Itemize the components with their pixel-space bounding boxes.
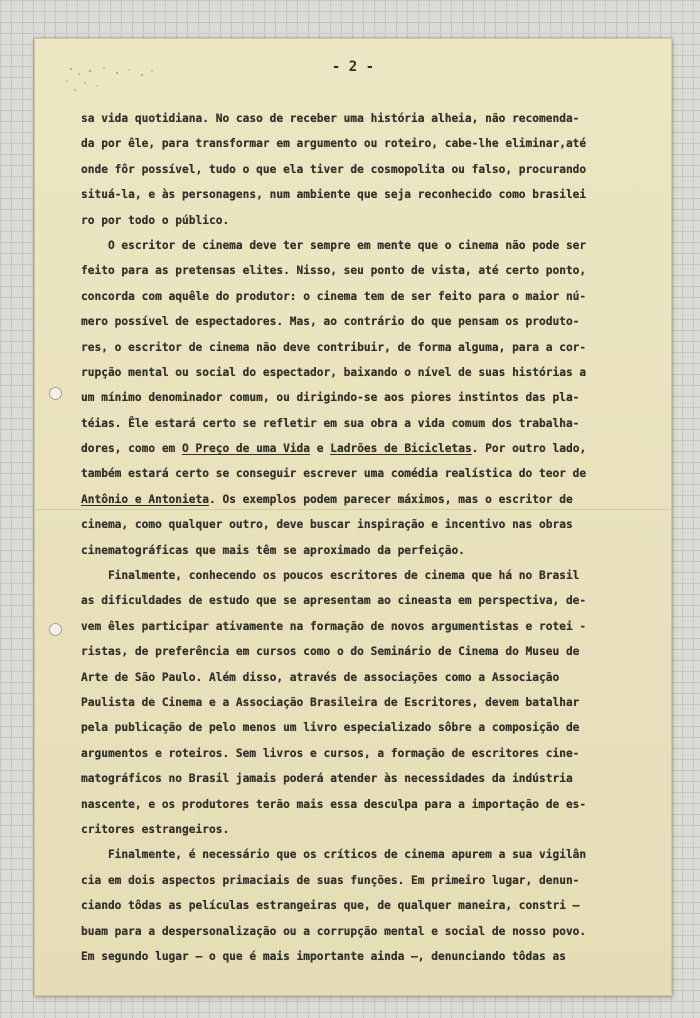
- text-segment: . Por outro lado,: [471, 442, 587, 456]
- text-segment: cinema, como qualquer outro, deve buscar inspiração e incentivo nas obras: [81, 518, 573, 532]
- text-segment: feito para as pretensas elites. Nisso, seu ponto de vista, até certo ponto,: [81, 264, 587, 278]
- text-line: [81, 766, 641, 791]
- text-line: [81, 461, 641, 486]
- document-page: [34, 38, 672, 996]
- text-segment: Finalmente, é necessário que os críticos de cinema apurem a sua vigilân: [81, 848, 587, 862]
- text-segment: Em segundo lugar — o que é mais importante ainda —, denunciando tôdas as: [81, 949, 566, 963]
- text-line: [81, 335, 641, 360]
- text-segment: cia em dois aspectos primaciais de suas funções. Em primeiro lugar, denun-: [81, 873, 580, 887]
- text-segment: também estará certo se conseguir escrever uma comédia realística do teor de: [81, 467, 587, 481]
- text-line: [81, 106, 641, 131]
- text-line: [81, 258, 641, 283]
- text-segment: ciando tôdas as películas estrangeiras que, de qualquer maneira, constri —: [81, 899, 580, 913]
- text-line: [81, 792, 641, 817]
- text-line: [81, 817, 641, 842]
- text-line: [81, 842, 641, 867]
- text-line: [81, 284, 641, 309]
- text-segment: vem êles participar ativamente na formação de novos argumentistas e rotei -: [81, 619, 587, 633]
- page-number: - 2 -: [331, 59, 375, 75]
- text-segment: ro por todo o público.: [81, 213, 230, 227]
- text-segment: nascente, e os produtores terão mais essa desculpa para a importação de es-: [81, 797, 587, 811]
- text-line: [81, 893, 641, 918]
- text-segment: Arte de São Paulo. Além disso, através de associações como a Associação: [81, 670, 560, 684]
- text-line: [81, 411, 641, 436]
- text-line: [81, 182, 641, 207]
- text-segment: e: [310, 442, 331, 456]
- text-segment: sa vida quotidiana. No caso de receber uma história alheia, não recomenda-: [81, 112, 580, 125]
- text-line: [81, 512, 641, 537]
- text-line: [81, 563, 641, 588]
- text-line: [81, 690, 641, 715]
- text-segment: da por êle, para transformar em argumento ou roteiro, cabe-lhe eliminar,até: [81, 137, 587, 151]
- text-segment: ristas, de preferência em cursos como o do Seminário de Cinema do Museu de: [81, 645, 580, 659]
- text-line: [81, 385, 641, 410]
- typewritten-text-body: [81, 106, 641, 969]
- text-line: [81, 919, 641, 944]
- text-segment: mero possível de espectadores. Mas, ao contrário do que pensam os produto-: [81, 315, 580, 329]
- text-segment: cinematográficas que mais têm se aproximado da perfeição.: [81, 543, 465, 557]
- punch-hole-upper: [49, 387, 62, 400]
- underlined-film-title: Ladrões de Bicicletas: [330, 442, 472, 456]
- text-line: [81, 614, 641, 639]
- text-line: [81, 944, 641, 969]
- text-segment: onde fôr possível, tudo o que ela tiver de cosmopolita ou falso, procurando: [81, 162, 587, 176]
- text-line: [81, 309, 641, 334]
- text-segment: Paulista de Cinema e a Associação Brasileira de Escritores, devem batalhar: [81, 695, 580, 709]
- text-segment: buam para a despersonalização ou a corrupção mental e social de nosso povo.: [81, 924, 587, 938]
- punch-hole-lower: [49, 623, 62, 636]
- text-segment: argumentos e roteiros. Sem livros e cursos, a formação de escritores cine-: [81, 746, 580, 760]
- text-segment: pela publicação de pelo menos um livro especializado sôbre a composição de: [81, 721, 580, 735]
- text-line: [81, 157, 641, 182]
- text-line: [81, 233, 641, 258]
- text-line: [81, 588, 641, 613]
- text-segment: concorda com aquêle do produtor: o cinema tem de ser feito para o maior nú-: [81, 289, 587, 303]
- text-line: [81, 868, 641, 893]
- text-segment: as dificuldades de estudo que se apresentam ao cineasta em perspectiva, de-: [81, 594, 587, 608]
- underlined-film-title: O Preço de uma Vida: [182, 442, 311, 456]
- text-segment: matográficos no Brasil jamais poderá atender às necessidades da indústria: [81, 772, 573, 786]
- text-segment: téias. Êle estará certo se refletir em sua obra a vida comum dos trabalha-: [81, 416, 580, 430]
- text-line: [81, 487, 641, 512]
- text-segment: um mínimo denominador comum, ou dirigindo-se aos piores instintos das pla-: [81, 391, 580, 405]
- text-segment: critores estrangeiros.: [81, 822, 230, 836]
- text-line: [81, 131, 641, 156]
- text-line: [81, 639, 641, 664]
- text-segment: res, o escritor de cinema não deve contribuir, de forma alguma, para a cor-: [81, 340, 587, 354]
- text-line: [81, 436, 641, 461]
- text-line: [81, 360, 641, 385]
- text-segment: situá-la, e às personagens, num ambiente que seja reconhecido como brasilei: [81, 188, 587, 202]
- text-line: [81, 741, 641, 766]
- text-segment: Finalmente, conhecendo os poucos escritores de cinema que há no Brasil: [81, 569, 580, 583]
- underlined-film-title: Antônio e Antonieta: [81, 492, 209, 506]
- text-segment: rupção mental ou social do espectador, baixando o nível de suas histórias a: [81, 365, 587, 379]
- text-line: [81, 208, 641, 233]
- text-line: [81, 665, 641, 690]
- text-line: [81, 538, 641, 563]
- text-segment: . Os exemplos podem parecer máximos, mas o escritor de: [208, 492, 573, 506]
- text-segment: dores, como em: [81, 442, 183, 456]
- text-line: [81, 715, 641, 740]
- text-segment: O escritor de cinema deve ter sempre em mente que o cinema não pode ser: [81, 238, 587, 252]
